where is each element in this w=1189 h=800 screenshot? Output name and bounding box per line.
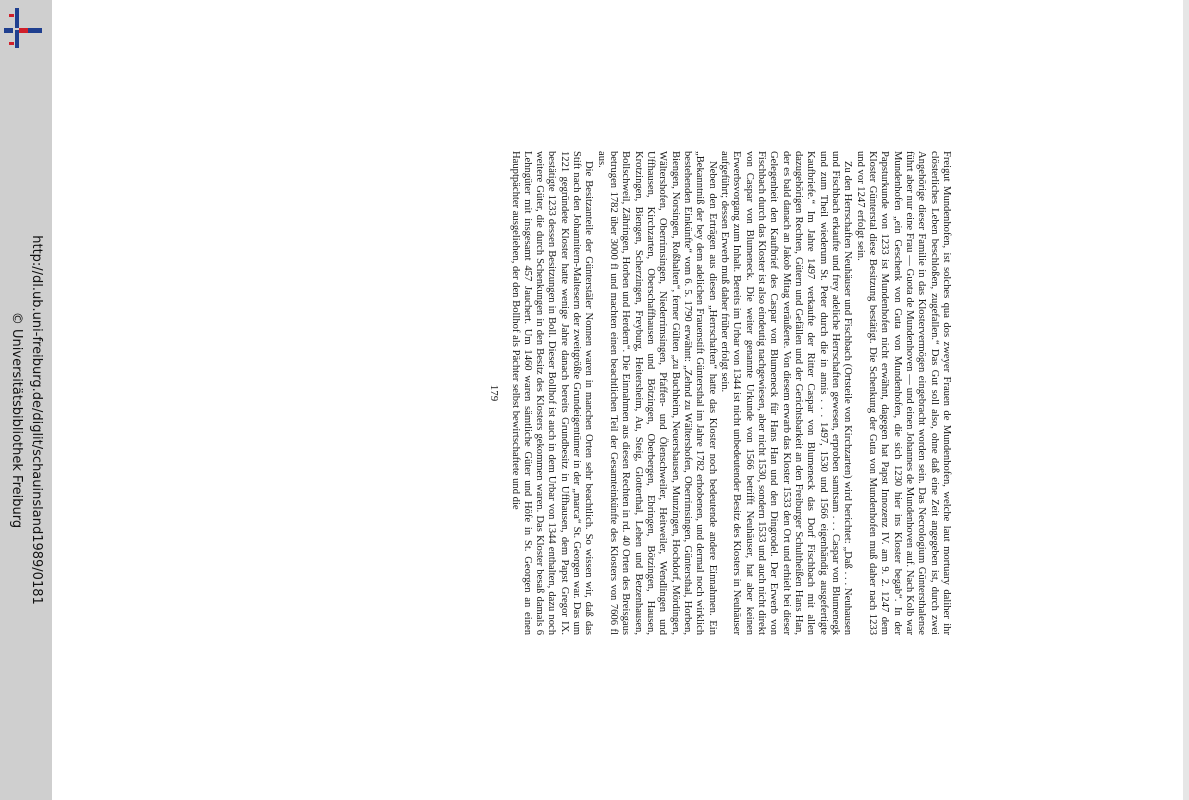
source-url-link[interactable]: http://dl.ub.uni-freiburg.de/diglit/schauinsland1989/0181 <box>29 235 44 605</box>
paragraph: Neben den Erträgen aus diesen „Herrschaften“ hatte das Kloster noch bedeutende andere Einnahmen. Ein „Bekanntniß der bey dem adelichen Frauenstift Güntersthal im Jahre 1782 erhobenen, und dermal noch wirklich bestehenden Einkünfte“ vom 6. 5. 1790 erwähnt: „Zehnd zu Wältershofen, Oberrimsingen, Güntersthal, Horben, Biengen, Norsingen, Roßhalten“, ferner Gülten „zu Buchheim, Neuershausen, Munzingen, Hochdorf, Mördingen, Wältershofen, Oberrimsingen, Niederrimsingen, Pfaffen- und Ölenschweiler, Heitweiler, Wendlingen und Uffhausen, Kirchzarten, Oberschaffhausen und Bötzingen, Oberbergen, Ebringen, Bötzingen, Hausen, Krotzingen, Biengen, Scherzingen, Freyburg, Heitersheim, Au, Steig, Glotterthal, Lehen und Betzenhausen, Bollschweil, Zähringen, Horben und Herdern“. Die Einnahmen aus diesen Rechten in rd. 40 Orten des Breisgaus betrugen 1782 über 3000 fl und machten einen beachtlichen Teil der Gesamteinkünfte des Klosters von 7606 fl aus. <box>595 151 718 635</box>
scrollbar-track[interactable] <box>1183 0 1189 800</box>
ub-freiburg-logo-icon <box>2 6 44 50</box>
copyright-text: © Universitätsbibliothek Freiburg <box>9 311 24 529</box>
scanned-page <box>264 151 952 635</box>
paragraph: Freigut Mundenhofen, ist solches qua dos zweyer Frauen de Mundenhofen, welche laut mortuary daliher ihr clösterliches Leben beschloßen, zugefallen.“ Das Gut soll also, ohne daß eine Zeit angegeben ist, durch zwei Angehörige dieser Familie in das Klostervermögen eingebracht worden sein. Das Necrologium Güntersthalense führt aber nur eine Frau — Guota de Mundenhoven — und einen Johannes de Mundenhoven auf. Nach Kolb war Mundenhofen „ein Geschenk von Guta von Mundenhofen, die sich 1230 hier ins Kloster begab“. In der Papsturkunde von 1233 ist Mundenhofen nicht erwähnt, dagegen hat Papst Innozenz IV. am 9. 2. 1247 dem Kloster Günterstal diese Besitzung bestätigt. Die Schenkung der Guta von Mundenhofen muß daher nach 1233 und vor 1247 erfolgt sein. <box>854 151 952 635</box>
paragraph: Zu den Herrschaften Neuhäuser und Fischbach (Ortsteile von Kirchzarten) wird berichtet: „Daß . . . Neuhausen und Fischbach erkaufte und frey adeliche Herrschaften gewesen, erproben samtsam . . . Caspar von Blumenegk und zum Theil wiederum St. Peter durch die in annis . . . 1497, 1530 und 1566 eigenhändig ausgefertigte Kaufbriefe.“ Im Jahre 1497 verkaufte der Ritter Caspar von Blumeneck das Dorf Fischbach mit allen dazugehörigen Rechten, Gütern und Gefällen und der Gerichtsbarkeit an den Freiburger Schultheißen Hans Han, der es bald danach an Jakob Mitag veräußerte. Von diesem erwarb das Kloster 1533 den Ort und erhielt bei dieser Gelegenheit den Kaufbrief des Caspar von Blumeneck für Hans Han und den Dingrodel. Der Erwerb von Fischbach durch das Kloster ist also eindeutig nachgewiesen, aber nicht 1530, sondern 1533 und auch nicht direkt von Caspar von Blumeneck. Die weiter genannte Urkunde von 1566 betrifft Neuhäuser, hat aber keinen Erwerbsvorgang zum Inhalt. Bereits im Urbar von 1344 ist nicht unbedeutender Besitz des Klosters in Neuhäuser aufgeführt; dessen Erwerb muß daher früher erfolgt sein. <box>719 151 854 635</box>
page-number: 179 <box>488 384 501 402</box>
paragraph: Die Besitzanteile der Günterstäler Nonnen waren in manchen Orten sehr beachtlich. So wissen wir, daß das Stift nach den Johannitern-Maltesern der zweitgrößte Grundeigentümer in der „marca“ St. Georgen war. Das um 1221 gegründete Kloster hatte wenige Jahre danach bereits Grundbesitz in Uffhausen, dem Papst Gregor IX. bestätigte 1233 dessen Besitzungen in Boll. Dieser Bollhof ist auch in dem Urbar von 1344 enthalten, dazu noch weitere Güter, die durch Schenkungen in den Besitz des Klosters gekommen waren. Das Kloster besaß damals 6 Lehngüter mit insgesamt 457 Jauchert. Um 1460 waren sämtliche Güter und Höfe in St. Georgen an einen Hauptpächter ausgeliehen, der den Bollhof als Pächter selbst bewirtschaftete und die <box>509 151 595 635</box>
sidebar-strip <box>0 0 52 800</box>
